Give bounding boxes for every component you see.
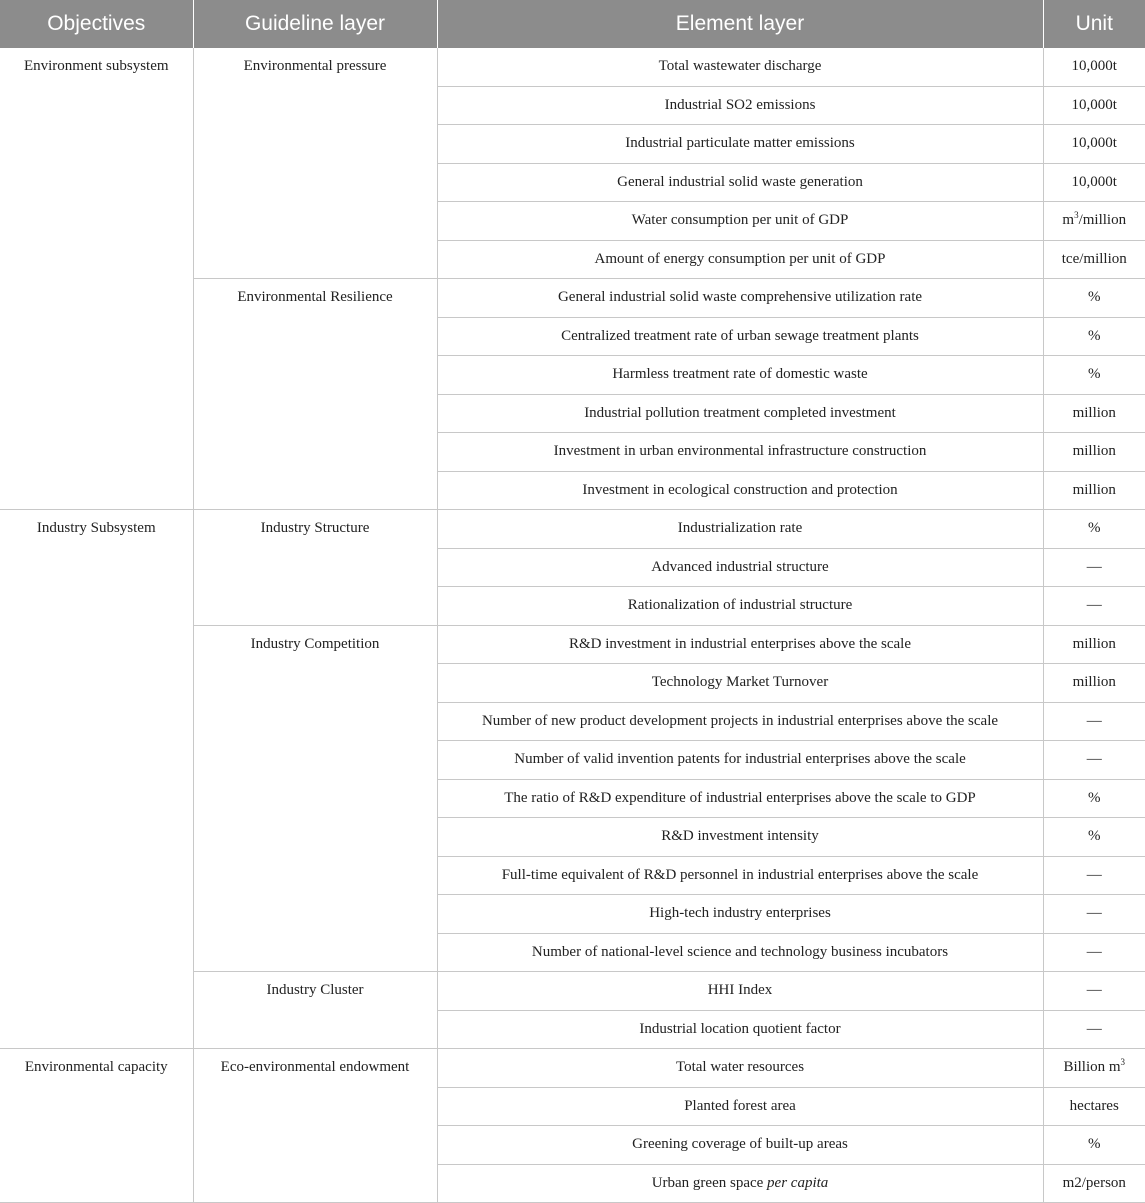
objective-cell: Environment subsystem [0,48,193,510]
unit-cell: % [1043,510,1145,549]
element-cell: HHI Index [437,972,1043,1011]
unit-cell: — [1043,548,1145,587]
element-cell: Full-time equivalent of R&D personnel in industrial enterprises above the scale [437,856,1043,895]
guideline-cell: Industry Structure [193,510,437,626]
unit-superscript: 3 [1120,1057,1126,1068]
element-italic-text: per capita [767,1174,829,1191]
unit-cell [1043,1049,1145,1088]
element-cell: Number of national-level science and technology business incubators [437,933,1043,972]
element-cell: Centralized treatment rate of urban sewage treatment plants [437,317,1043,356]
unit-cell: 10,000t [1043,125,1145,164]
unit-rest: /million [1078,212,1127,229]
unit-cell: million [1043,394,1145,433]
element-cell: Industrial SO2 emissions [437,86,1043,125]
element-cell: General industrial solid waste generation [437,163,1043,202]
unit-cell: million [1043,664,1145,703]
table-row [0,48,1145,86]
element-cell: Planted forest area [437,1087,1043,1126]
element-cell: General industrial solid waste comprehensive utilization rate [437,279,1043,318]
header-objectives: Objectives [0,0,193,48]
guideline-cell: Eco-environmental endowment [193,1049,437,1203]
unit-cell: — [1043,856,1145,895]
unit-cell: million [1043,471,1145,510]
element-cell: Investment in ecological construction and protection [437,471,1043,510]
unit-base: Billion m [1063,1059,1121,1076]
element-cell: Advanced industrial structure [437,548,1043,587]
guideline-cell: Environmental pressure [193,48,437,279]
unit-base: m [1062,212,1075,229]
unit-cell: — [1043,933,1145,972]
guideline-cell: Industry Cluster [193,972,437,1049]
element-cell: R&D investment in industrial enterprises above the scale [437,625,1043,664]
unit-cell: % [1043,279,1145,318]
element-cell [437,1164,1043,1203]
element-text: Urban green space [651,1174,768,1191]
unit-cell: % [1043,1126,1145,1165]
element-cell: Investment in urban environmental infrastructure construction [437,433,1043,472]
table-row [0,1049,1145,1088]
unit-cell: million [1043,625,1145,664]
unit-cell: — [1043,1010,1145,1049]
unit-cell: % [1043,818,1145,857]
element-cell: Total wastewater discharge [437,48,1043,86]
element-cell: Water consumption per unit of GDP [437,202,1043,241]
objective-cell: Industry Subsystem [0,510,193,1049]
element-cell: Industrialization rate [437,510,1043,549]
element-cell: Technology Market Turnover [437,664,1043,703]
unit-cell: 10,000t [1043,163,1145,202]
unit-cell: hectares [1043,1087,1145,1126]
unit-cell: % [1043,356,1145,395]
element-cell: Total water resources [437,1049,1043,1088]
element-cell: High-tech industry enterprises [437,895,1043,934]
unit-cell: 10,000t [1043,86,1145,125]
element-cell: Industrial location quotient factor [437,1010,1043,1049]
unit-cell: % [1043,317,1145,356]
unit-cell: tce/million [1043,240,1145,279]
element-cell: Greening coverage of built-up areas [437,1126,1043,1165]
element-cell: The ratio of R&D expenditure of industrial enterprises above the scale to GDP [437,779,1043,818]
element-cell: Industrial particulate matter emissions [437,125,1043,164]
unit-cell: million [1043,433,1145,472]
header-element-layer: Element layer [437,0,1043,48]
element-cell: Amount of energy consumption per unit of GDP [437,240,1043,279]
unit-cell: — [1043,587,1145,626]
element-cell: Harmless treatment rate of domestic waste [437,356,1043,395]
table-row [0,510,1145,549]
unit-cell: % [1043,779,1145,818]
element-cell: Number of valid invention patents for industrial enterprises above the scale [437,741,1043,780]
header-unit: Unit [1043,0,1145,48]
element-cell: Number of new product development projects in industrial enterprises above the scale [437,702,1043,741]
unit-cell: m2/person [1043,1164,1145,1203]
unit-cell: — [1043,972,1145,1011]
guideline-cell: Environmental Resilience [193,279,437,510]
unit-cell: — [1043,741,1145,780]
unit-cell [1043,202,1145,241]
header-row [0,0,1145,48]
element-cell: Industrial pollution treatment completed investment [437,394,1043,433]
element-cell: Rationalization of industrial structure [437,587,1043,626]
element-cell: R&D investment intensity [437,818,1043,857]
unit-cell: — [1043,702,1145,741]
objective-cell: Environmental capacity [0,1049,193,1203]
unit-superscript: 3 [1074,210,1079,221]
guideline-cell: Industry Competition [193,625,437,972]
header-guideline-layer: Guideline layer [193,0,437,48]
unit-cell: — [1043,895,1145,934]
unit-cell: 10,000t [1043,48,1145,86]
